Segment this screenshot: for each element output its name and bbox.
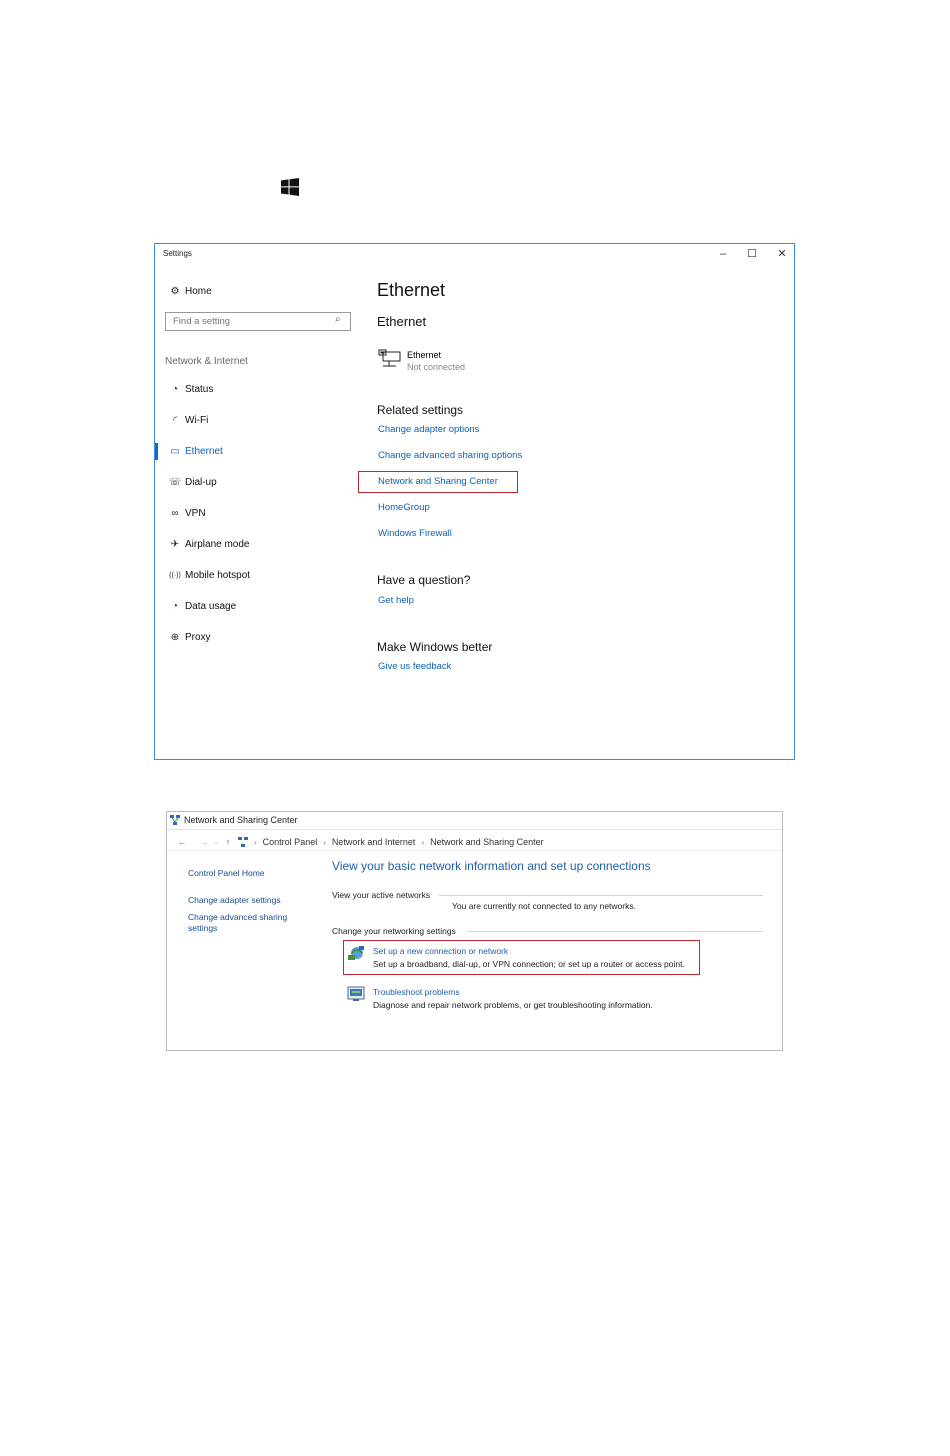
group-divider [439,895,763,896]
hotspot-icon: ((·)) [169,571,181,579]
breadcrumb-control-panel[interactable]: Control Panel [262,837,318,847]
breadcrumb-network-internet[interactable]: Network and Internet [331,837,416,847]
nav-label: Mobile hotspot [185,569,251,581]
nav-vpn[interactable] [165,503,206,523]
feedback-link[interactable]: Give us feedback [378,661,452,672]
network-icon [170,815,180,826]
troubleshoot-icon [347,986,365,1002]
new-connection-icon [347,945,365,961]
settings-window [154,243,795,760]
better-title: Make Windows better [377,640,493,654]
control-panel-icon [238,837,248,848]
windows-logo-icon [281,178,299,196]
nav-home[interactable] [165,281,212,301]
not-connected-message: You are currently not connected to any networks. [452,901,636,911]
troubleshoot-link[interactable]: Troubleshoot problems [373,987,460,997]
wifi-icon: ◜ [173,414,177,426]
ethernet-icon: ▭ [170,445,180,457]
back-arrow-icon[interactable]: ← [177,837,187,847]
airplane-icon: ✈ [170,538,180,550]
nav-home-label: Home [185,285,212,297]
nav-label: VPN [185,507,206,519]
change-advanced-sharing-settings-link[interactable]: Change advanced sharing settings [188,912,288,933]
nav-status[interactable] [165,379,213,399]
page-heading: View your basic network information and set up connections [332,859,651,873]
up-arrow-icon[interactable]: ↑ [225,837,231,847]
page-title: Ethernet [377,280,446,300]
question-title: Have a question? [377,573,471,587]
breadcrumb-separator-icon: › [254,837,257,847]
active-indicator [155,443,158,460]
ethernet-adapter[interactable] [378,349,465,373]
nav-proxy[interactable] [165,627,211,647]
nav-ethernet[interactable] [165,441,223,461]
address-divider [167,850,782,851]
nav-wifi[interactable] [165,410,208,430]
adapter-status: Not connected [407,362,466,372]
breadcrumb-network-sharing-center[interactable]: Network and Sharing Center [430,837,544,847]
minimize-button[interactable]: – [719,248,727,260]
nav-label: Wi-Fi [185,414,209,426]
section-title: Ethernet [377,314,427,329]
nav-mobile-hotspot[interactable] [165,565,250,585]
close-button[interactable]: ✕ [777,248,787,260]
data-usage-icon: ◔ [171,600,179,612]
title-divider [167,829,782,830]
task-troubleshoot [347,986,653,1012]
breadcrumb-separator-icon: › [323,837,326,847]
adapter-name: Ethernet [407,350,442,360]
control-panel-home-link[interactable]: Control Panel Home [188,868,265,878]
network-sharing-center-window [166,811,783,1051]
windows-firewall-link[interactable]: Windows Firewall [378,528,452,539]
search-input[interactable] [165,312,351,331]
chevron-down-icon[interactable]: ⌄ [213,839,219,846]
related-settings-title: Related settings [377,403,464,417]
ethernet-adapter-icon [378,349,401,367]
nav-data-usage[interactable] [165,596,236,616]
homegroup-link[interactable]: HomeGroup [378,502,430,513]
globe-icon: ⊕ [170,631,180,643]
search-icon[interactable]: ⌕ [335,314,341,325]
change-advanced-sharing-link[interactable]: Change advanced sharing options [378,450,523,461]
breadcrumb-separator-icon: › [421,837,425,847]
nav-dialup[interactable] [165,472,217,492]
nav-airplane-mode[interactable] [165,534,249,554]
active-networks-label: View your active networks [332,890,431,900]
troubleshoot-desc: Diagnose and repair network problems, or get troubleshooting information. [373,1000,653,1010]
dialup-icon: ☏ [168,476,182,488]
address-bar [175,834,544,850]
nav-label: Status [185,383,214,395]
nav-label: Airplane mode [185,538,250,550]
nav-label: Data usage [185,600,237,612]
vpn-icon: ∞ [171,507,179,519]
change-adapter-settings-link[interactable]: Change adapter settings [188,895,281,905]
change-settings-label: Change your networking settings [332,926,456,936]
window-title: Settings [163,249,192,258]
window-title: Network and Sharing Center [184,815,298,825]
setup-connection-desc: Set up a broadband, dial-up, or VPN connection; or set up a router or access point. [373,959,685,969]
task-new-connection [347,945,685,971]
change-adapter-options-link[interactable]: Change adapter options [378,424,480,435]
get-help-link[interactable]: Get help [378,595,414,606]
nav-section-label: Network & Internet [165,356,248,367]
setup-connection-link[interactable]: Set up a new connection or network [373,946,509,956]
nav-label: Dial-up [185,476,217,488]
forward-arrow-icon[interactable]: → [199,837,209,847]
gear-icon: ⚙ [170,285,180,297]
nav-label: Ethernet [185,445,223,457]
status-icon: ◔ [171,383,179,395]
group-divider [467,931,763,932]
network-sharing-center-link[interactable]: Network and Sharing Center [378,476,498,487]
nav-label: Proxy [185,631,211,643]
maximize-button[interactable]: ☐ [747,248,757,260]
